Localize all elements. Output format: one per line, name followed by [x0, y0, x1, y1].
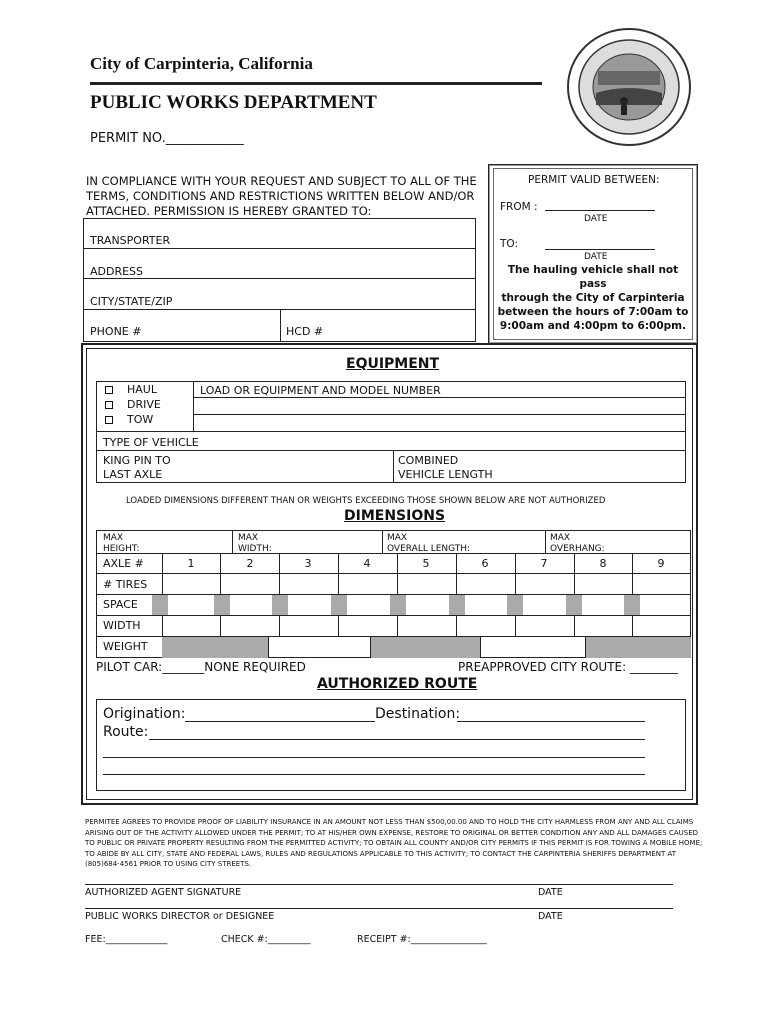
drive-checkbox[interactable]	[105, 401, 113, 409]
from-label: FROM :	[500, 201, 538, 213]
hauling-notice: The hauling vehicle shall not pass through the City of Carpinteria between the hours of 7:00am to 9:00am and 4:00pm to 6:00pm.	[497, 264, 689, 332]
preapproved-route-field[interactable]: PREAPPROVED CITY ROUTE: ________	[458, 660, 678, 674]
legal-terms: PERMITEE AGREES TO PROVIDE PROOF OF LIABILITY INSURANCE IN AN AMOUNT NOT LESS THAN $500,00.00 AND TO HOLD THE CITY HARMLESS FROM ANY AND ALL CLAIMS ARISING OUT OF THE ACTIVITY ALLOWED UNDER THE PERMIT; TO AT HIS/HER OWN EXPENSE, RESTORE TO ORIGINAL OR BETTER CONDITION ANY AND ALL DAMAGES CAUSED TO PUBLIC OR PRIVATE PROPERTY RESULTING FROM THE PERMITTED ACTIVITY; TO OBTAIN ALL COUNTY AND/OR CITY PERMITS IF THIS PERMIT IS FOR TOWING A MOBILE HOME; TO ABIDE BY ALL CITY, STATE AND FEDERAL LAWS, RULES AND REGULATIONS APPLICABLE TO THIS ACTIVITY; TO CONTACT THE CARPINTERIA SHERIFFS DEPARTMENT AT (805)684-4561 PRIOR TO USING CITY STREETS.	[85, 818, 703, 868]
haul-checkbox[interactable]	[105, 386, 113, 394]
header-rule	[90, 82, 542, 85]
compliance-line-2: TERMS, CONDITIONS AND RESTRICTIONS WRITTEN BELOW AND/OR	[86, 189, 475, 203]
axle-2: 2	[246, 557, 254, 570]
tow-checkbox[interactable]	[105, 416, 113, 424]
department-title: PUBLIC WORKS DEPARTMENT	[90, 92, 377, 113]
to-date-caption: DATE	[584, 252, 608, 262]
compliance-line-1: IN COMPLIANCE WITH YOUR REQUEST AND SUBJECT TO ALL OF THE	[86, 174, 477, 188]
axle-6: 6	[481, 557, 489, 570]
max-width-field[interactable]: MAX WIDTH:	[238, 533, 272, 554]
axle-3: 3	[304, 557, 312, 570]
authorized-route-heading: AUTHORIZED ROUTE	[317, 676, 478, 692]
to-date-field[interactable]	[545, 249, 655, 250]
transporter-field[interactable]: TRANSPORTER	[90, 234, 171, 247]
max-overall-length-field[interactable]: MAX OVERALL LENGTH:	[387, 533, 471, 554]
check-field[interactable]: CHECK #:_________	[221, 934, 311, 945]
equipment-heading: EQUIPMENT	[346, 356, 440, 372]
combined-length-field[interactable]: COMBINED VEHICLE LENGTH	[398, 454, 493, 481]
city-state-zip-field[interactable]: CITY/STATE/ZIP	[90, 295, 173, 308]
agent-date-label: DATE	[538, 887, 563, 898]
option-haul[interactable]: HAUL	[105, 383, 157, 396]
axle-5: 5	[422, 557, 430, 570]
axle-9: 9	[657, 557, 665, 570]
axle-8: 8	[599, 557, 607, 570]
phone-field[interactable]: PHONE #	[90, 325, 142, 338]
max-overhang-field[interactable]: MAX OVERHANG:	[550, 533, 605, 554]
dimensions-warning: LOADED DIMENSIONS DIFFERENT THAN OR WEIGHTS EXCEEDING THOSE SHOWN BELOW ARE NOT AUTHORIZED	[126, 496, 606, 506]
receipt-field[interactable]: RECEIPT #:________________	[357, 934, 487, 945]
weight-row-label: WEIGHT	[103, 640, 148, 653]
king-pin-field[interactable]: KING PIN TO LAST AXLE	[103, 454, 171, 481]
director-signature-line[interactable]	[85, 908, 673, 909]
option-tow[interactable]: TOW	[105, 413, 153, 426]
agent-signature-label: AUTHORIZED AGENT SIGNATURE	[85, 887, 242, 898]
axle-label: AXLE #	[103, 557, 144, 570]
compliance-line-3: ATTACHED. PERMISSION IS HEREBY GRANTED TO:	[86, 204, 372, 218]
address-field[interactable]: ADDRESS	[90, 265, 144, 278]
route-label: Route:	[103, 724, 149, 740]
type-of-vehicle-field[interactable]: TYPE OF VEHICLE	[103, 436, 199, 449]
validity-title: PERMIT VALID BETWEEN:	[528, 174, 660, 186]
axle-1: 1	[187, 557, 195, 570]
to-label: TO:	[500, 238, 519, 250]
hcd-field[interactable]: HCD #	[286, 325, 324, 338]
route-field-1[interactable]	[149, 739, 645, 740]
from-date-caption: DATE	[584, 214, 608, 224]
load-model-field[interactable]: LOAD OR EQUIPMENT AND MODEL NUMBER	[200, 384, 441, 397]
route-field-2[interactable]	[103, 757, 645, 758]
fee-field[interactable]: FEE:_____________	[85, 934, 168, 945]
city-title: City of Carpinteria, California	[90, 54, 313, 73]
space-row-label: SPACE	[103, 598, 138, 611]
axle-7: 7	[540, 557, 548, 570]
city-seal-icon	[566, 27, 692, 147]
axle-4: 4	[363, 557, 371, 570]
origination-label: Origination:	[103, 706, 186, 722]
permit-number: PERMIT NO.____________	[90, 131, 244, 146]
route-field-3[interactable]	[103, 774, 645, 775]
destination-label: Destination:	[375, 706, 461, 722]
destination-field[interactable]	[457, 721, 645, 722]
option-drive[interactable]: DRIVE	[105, 398, 161, 411]
agent-signature-line[interactable]	[85, 884, 673, 885]
pilot-car-field[interactable]: PILOT CAR:_______NONE REQUIRED	[96, 660, 306, 674]
dimensions-heading: DIMENSIONS	[344, 508, 446, 524]
from-date-field[interactable]	[545, 210, 655, 211]
width-row-label: WIDTH	[103, 619, 141, 632]
max-height-field[interactable]: MAX HEIGHT:	[103, 533, 140, 554]
director-date-label: DATE	[538, 911, 563, 922]
tires-row-label: # TIRES	[103, 578, 148, 591]
director-signature-label: PUBLIC WORKS DIRECTOR or DESIGNEE	[85, 911, 275, 922]
origination-field[interactable]	[185, 721, 375, 722]
